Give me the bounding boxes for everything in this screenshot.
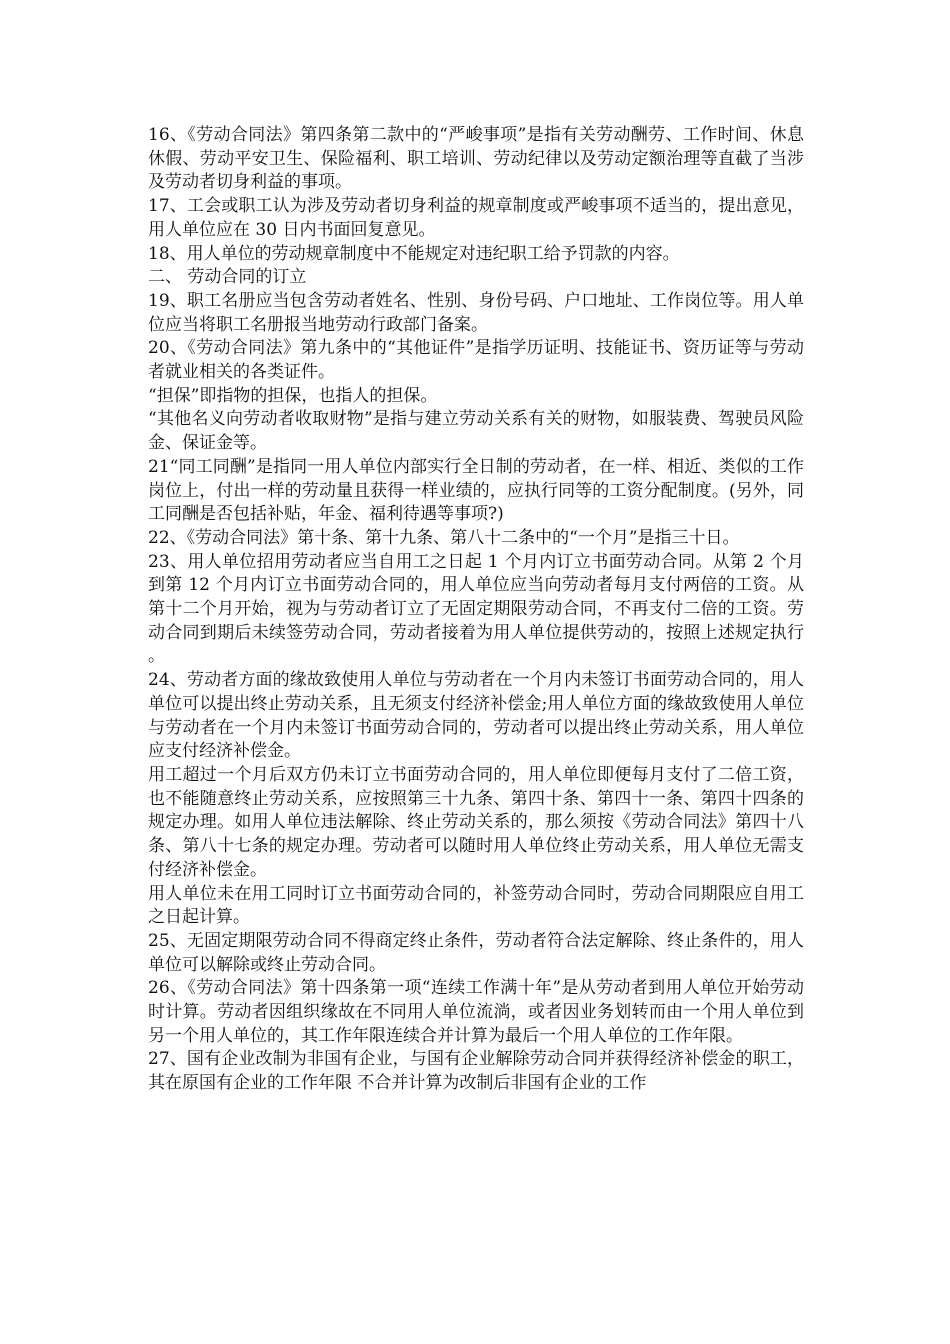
paragraph-17: 17、工会或职工认为涉及劳动者切身利益的规章制度或严峻事项不适当的，提出意见，用人单位应在 30 日内书面回复意见。	[148, 196, 804, 240]
paragraph-18: 18、用人单位的劳动规章制度中不能规定对违纪职工给予罚款的内容。	[148, 243, 680, 264]
paragraph-19: 19、职工名册应当包含劳动者姓名、性别、身份号码、户口地址、工作岗位等。用人单位应当将职工名册报当地劳动行政部门备案。	[148, 290, 804, 335]
paragraph-24-continued: 用工超过一个月后双方仍未订立书面劳动合同的，用人单位即便每月支付了二倍工资，也不能随意终止劳动关系，应按照第三十九条、第四十条、第四十一条、第四十四条的规定办理。如用人单位违法解除、终止劳动关系的，那么须按《劳动合同法》第四十八条、第八十七条的规定办理。劳动者可以随时用人单位终止劳动关系，用人单位无需支付经济补偿金。	[148, 764, 804, 880]
paragraph-23: 23、用人单位招用劳动者应当自用工之日起 1 个月内订立书面劳动合同。从第 2 个月到第 12 个月内订立书面劳动合同的，用人单位应当向劳动者每月支付两倍的工资。从第十二个月开始，视为与劳动者订立了无固定期限劳动合同，不再支付二倍的工资。劳动合同到期后未续签劳动合同，劳动者接着为用人单位提供劳动的，按照上述规定执行。	[148, 551, 804, 667]
paragraph-25: 25、无固定期限劳动合同不得商定终止条件，劳动者符合法定解除、终止条件的，用人单位可以解除或终止劳动合同。	[148, 930, 804, 975]
paragraph-other-property: “其他名义向劳动者收取财物”是指与建立劳动关系有关的财物，如服装费、驾驶员风险金、保证金等。	[148, 409, 804, 454]
paragraph-guarantee: “担保”即指物的担保，也指人的担保。	[148, 385, 438, 406]
paragraph-22: 22、《劳动合同法》第十条、第十九条、第八十二条中的“一个月”是指三十日。	[148, 527, 740, 548]
paragraph-20: 20、《劳动合同法》第九条中的“其他证件”是指学历证明、技能证书、资历证等与劳动者就业相关的各类证件。	[148, 338, 804, 383]
document-page	[148, 124, 804, 1096]
paragraph-16: 16、《劳动合同法》第四条第二款中的“严峻事项”是指有关劳动酬劳、工作时间、休息休假、劳动平安卫生、保险福利、职工培训、劳动纪律以及劳动定额治理等直截了当涉及劳动者切身利益的事项。	[148, 125, 804, 193]
paragraph-24-term: 用人单位未在用工同时订立书面劳动合同的，补签劳动合同时，劳动合同期限应自用工之日起计算。	[148, 883, 804, 928]
paragraph-24: 24、劳动者方面的缘故致使用人单位与劳动者在一个月内未签订书面劳动合同的，用人单位可以提出终止劳动关系，且无须支付经济补偿金;用人单位方面的缘故致使用人单位与劳动者在一个月内未签订书面劳动合同的，劳动者可以提出终止劳动关系，用人单位应支付经济补偿金。	[148, 670, 804, 762]
paragraph-26: 26、《劳动合同法》第十四条第一项“连续工作满十年”是从劳动者到用人单位开始劳动时计算。劳动者因组织缘故在不同用人单位流淌，或者因业务划转而由一个用人单位到另一个用人单位的，其工作年限连续合并计算为最后一个用人单位的工作年限。	[148, 978, 804, 1046]
paragraph-27: 27、国有企业改制为非国有企业，与国有企业解除劳动合同并获得经济补偿金的职工，其在原国有企业的工作年限 不合并计算为改制后非国有企业的工作	[148, 1049, 804, 1094]
paragraph-21: 21“同工同酬”是指同一用人单位内部实行全日制的劳动者，在一样、相近、类似的工作岗位上，付出一样的劳动量且获得一样业绩的，应执行同等的工资分配制度。(另外，同工同酬是否包括补贴，年金、福利待遇等事项?)	[148, 456, 804, 525]
section-heading: 二、 劳动合同的订立	[148, 267, 307, 288]
